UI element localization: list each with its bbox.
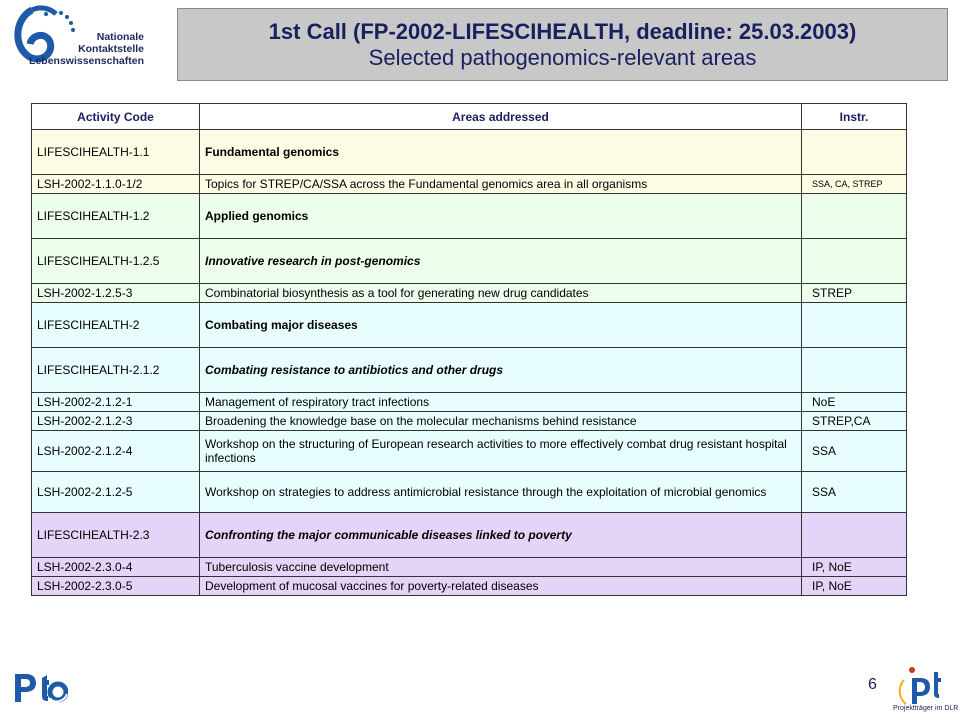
areas-table — [31, 103, 906, 596]
instrument — [802, 130, 907, 175]
activity-code: LSH-2002-2.1.2-3 — [32, 412, 200, 431]
table-row — [32, 472, 907, 513]
pt-logo-caption: Projektträger im DLR — [893, 705, 959, 712]
activity-code: LSH-2002-1.1.0-1/2 — [32, 175, 200, 194]
header-instrument: Instr. — [802, 104, 907, 130]
activity-code: LSH-2002-2.1.2-5 — [32, 472, 200, 513]
activity-code: LSH-2002-2.3.0-4 — [32, 558, 200, 577]
area-addressed: Topics for STREP/CA/SSA across the Fundamental genomics area in all organisms — [200, 175, 802, 194]
table-row — [32, 393, 907, 412]
table-row — [32, 194, 907, 239]
area-addressed: Combinatorial biosynthesis as a tool for generating new drug candidates — [200, 284, 802, 303]
table-row — [32, 303, 907, 348]
activity-code: LIFESCIHEALTH-2 — [32, 303, 200, 348]
activity-code: LSH-2002-2.1.2-4 — [32, 431, 200, 472]
activity-code: LSH-2002-2.1.2-1 — [32, 393, 200, 412]
table-row — [32, 239, 907, 284]
activity-code: LSH-2002-1.2.5-3 — [32, 284, 200, 303]
table-row — [32, 513, 907, 558]
area-addressed: Innovative research in post-genomics — [200, 239, 802, 284]
pto-logo-icon — [12, 668, 68, 708]
table-row — [32, 284, 907, 303]
instrument: SSA — [802, 431, 907, 472]
logo-line-3: Lebenswissenschaften — [29, 55, 144, 67]
header-activity-code: Activity Code — [32, 104, 200, 130]
title-box — [177, 8, 948, 81]
page-subtitle: Selected pathogenomics-relevant areas — [368, 45, 757, 70]
instrument: NoE — [802, 393, 907, 412]
table-header-row — [32, 104, 907, 130]
logo-text — [29, 31, 144, 67]
instrument: SSA — [802, 472, 907, 513]
activity-code: LIFESCIHEALTH-1.2.5 — [32, 239, 200, 284]
logo-line-1: Nationale — [96, 31, 144, 43]
instrument: IP, NoE — [802, 558, 907, 577]
table-row — [32, 577, 907, 596]
activity-code: LIFESCIHEALTH-1.2 — [32, 194, 200, 239]
area-addressed: Applied genomics — [200, 194, 802, 239]
instrument: STREP — [802, 284, 907, 303]
activity-code: LSH-2002-2.3.0-5 — [32, 577, 200, 596]
area-addressed: Management of respiratory tract infections — [200, 393, 802, 412]
area-addressed: Workshop on strategies to address antimicrobial resistance through the exploitation of microbial genomics — [200, 472, 802, 513]
activity-code: LIFESCIHEALTH-1.1 — [32, 130, 200, 175]
instrument: IP, NoE — [802, 577, 907, 596]
instrument: STREP,CA — [802, 412, 907, 431]
area-addressed: Combating major diseases — [200, 303, 802, 348]
instrument: SSA, CA, STREP — [802, 175, 907, 194]
instrument — [802, 194, 907, 239]
table-row — [32, 130, 907, 175]
area-addressed: Confronting the major communicable diseases linked to poverty — [200, 513, 802, 558]
table-row — [32, 412, 907, 431]
area-addressed: Tuberculosis vaccine development — [200, 558, 802, 577]
logo-line-2: Kontaktstelle — [78, 43, 144, 55]
table-row — [32, 558, 907, 577]
activity-code: LIFESCIHEALTH-2.3 — [32, 513, 200, 558]
area-addressed: Fundamental genomics — [200, 130, 802, 175]
instrument — [802, 239, 907, 284]
page-number: 6 — [868, 676, 877, 693]
table-row — [32, 348, 907, 393]
area-addressed: Workshop on the structuring of European research activities to more effectively combat drug resistant hospital infections — [200, 431, 802, 472]
instrument — [802, 348, 907, 393]
page-title: 1st Call (FP-2002-LIFESCIHEALTH, deadline: 25.03.2003) — [268, 19, 857, 44]
nks-logo — [4, 4, 144, 74]
area-addressed: Development of mucosal vaccines for poverty-related diseases — [200, 577, 802, 596]
activity-code: LIFESCIHEALTH-2.1.2 — [32, 348, 200, 393]
table-row — [32, 431, 907, 472]
area-addressed: Combating resistance to antibiotics and other drugs — [200, 348, 802, 393]
instrument — [802, 303, 907, 348]
header-areas-addressed: Areas addressed — [200, 104, 802, 130]
table-row — [32, 175, 907, 194]
area-addressed: Broadening the knowledge base on the molecular mechanisms behind resistance — [200, 412, 802, 431]
instrument — [802, 513, 907, 558]
